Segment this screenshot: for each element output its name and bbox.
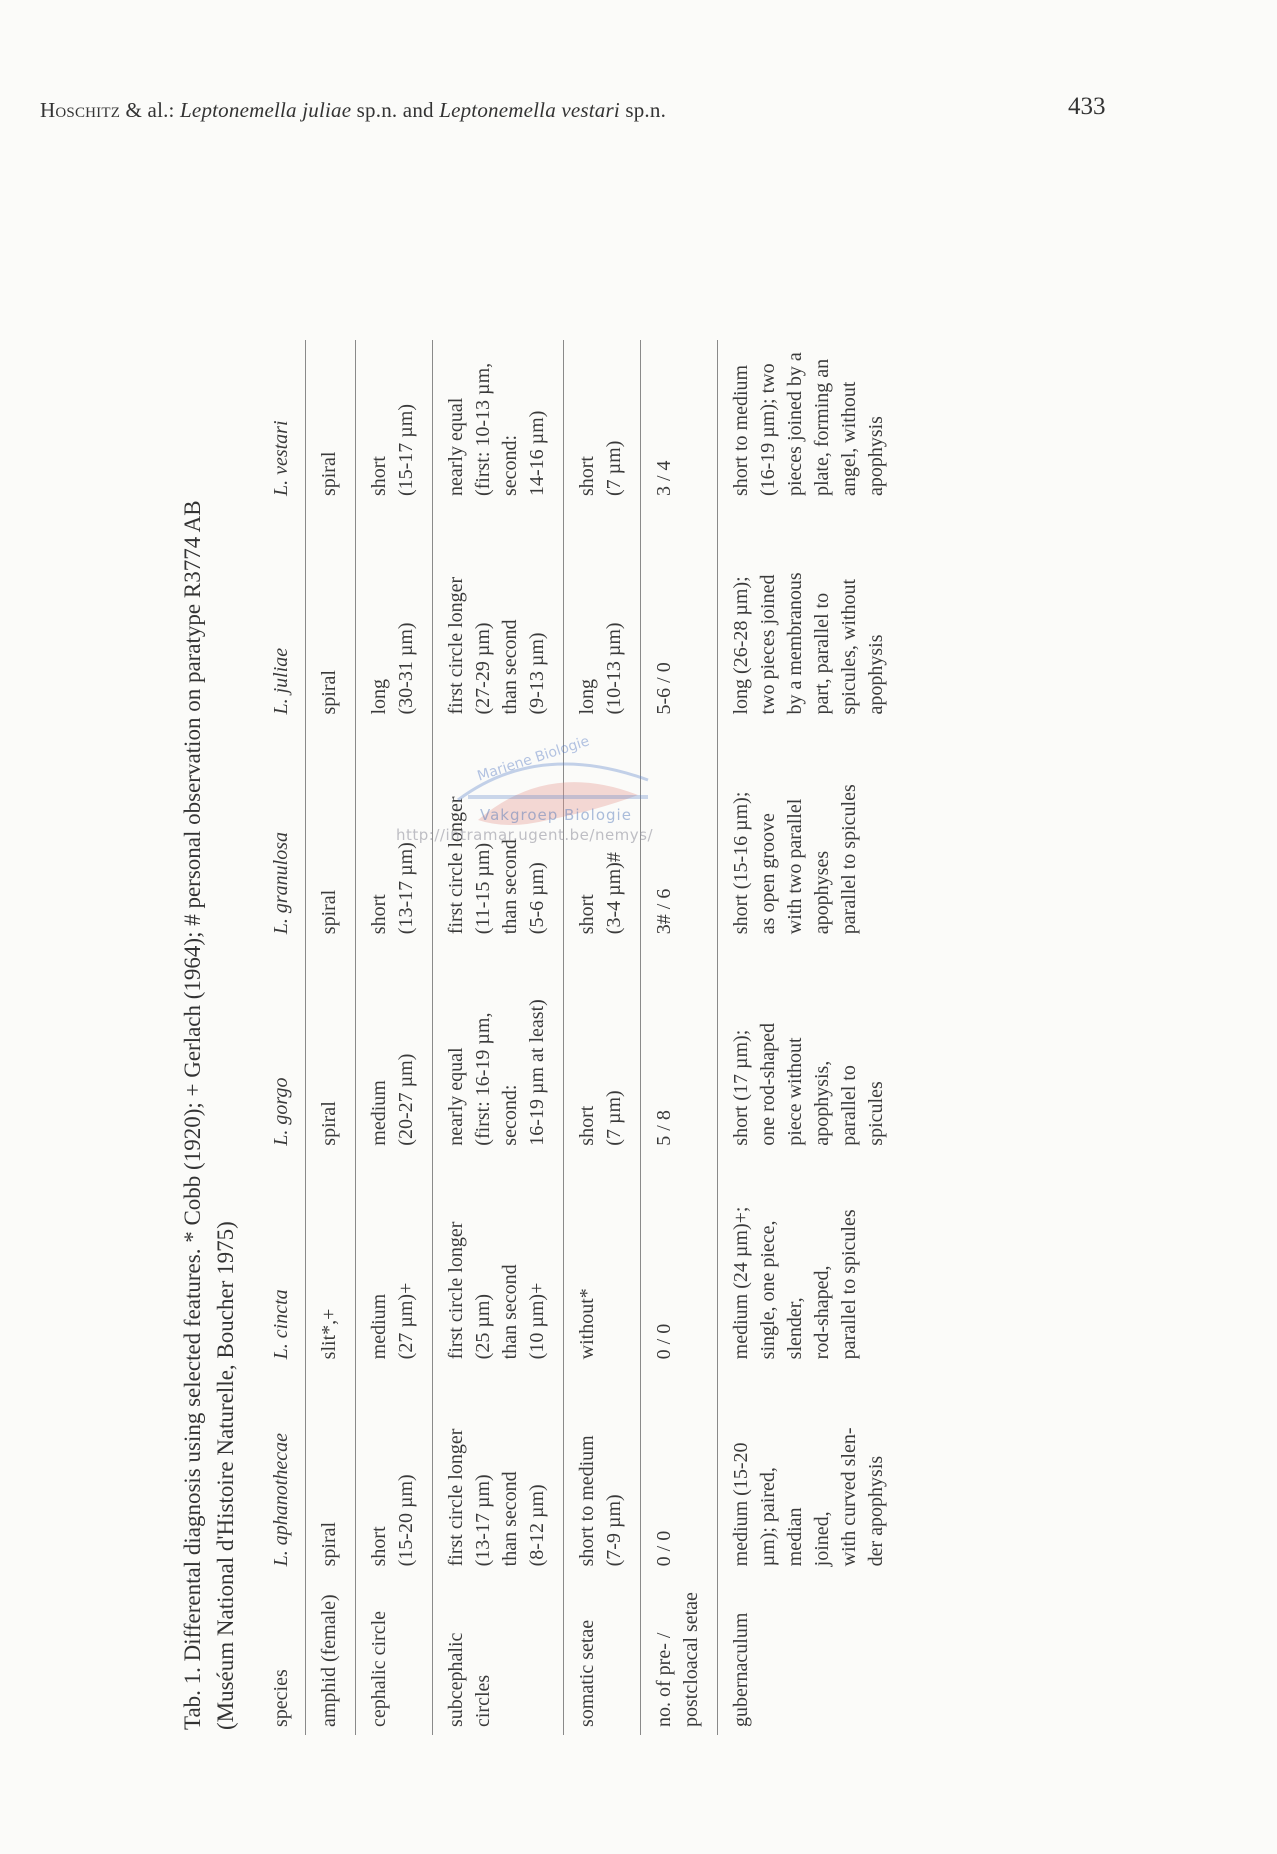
table-row <box>718 340 903 1735</box>
row-label: no. of pre- / postcloacal setae <box>653 1592 702 1727</box>
row-label: somatic setae <box>576 1619 598 1727</box>
watermark-logo <box>398 700 698 870</box>
table-cell: short (15-20 µm) <box>368 1474 417 1567</box>
table-cell: spiral <box>318 670 340 715</box>
table-cell: without* <box>576 1288 598 1360</box>
table-cell: short (7 µm) <box>576 440 625 497</box>
table-cell: medium (20-27 µm) <box>368 1053 417 1146</box>
table-cell: short (7 µm) <box>576 1090 625 1146</box>
diagnosis-table <box>262 340 902 1735</box>
row-label: cephalic circle <box>368 1610 390 1727</box>
rotated-table-block <box>170 352 1170 1755</box>
table-cell: short to medium (7-9 µm) <box>576 1435 625 1567</box>
table-row <box>306 340 356 1735</box>
header-l-juliae: L. juliae <box>270 647 292 715</box>
running-head-connector: sp.n. and <box>351 98 440 122</box>
table-cell: spiral <box>318 889 340 935</box>
header-species: species <box>270 1669 292 1727</box>
table-cell: short to medium (16-19 µm); two pieces joined by a plate, forming an angel, without apophysis <box>730 352 887 497</box>
row-label: subcephalic circles <box>445 1632 494 1727</box>
running-head <box>40 98 666 123</box>
table-cell: 5-6 / 0 <box>653 662 675 715</box>
table-cell: 5 / 8 <box>653 1110 675 1146</box>
header-l-gorgo: L. gorgo <box>270 1077 292 1146</box>
table-cell: 0 / 0 <box>653 1530 675 1567</box>
table-cell: short (17 µm); one rod-shaped piece without apophysis, parallel to spicules <box>730 1022 887 1146</box>
watermark-title: Mariene Biologie <box>475 733 592 785</box>
table-cell: long (30-31 µm) <box>368 622 417 715</box>
table-cell: slit*,+ <box>318 1308 340 1360</box>
watermark-subtitle: Vakgroep Biologie <box>480 806 632 824</box>
table-cell: short (15-16 µm); as open groove with two parallel apophyses parallel to spicules <box>730 784 860 935</box>
running-head-suffix: sp.n. <box>619 98 667 122</box>
table-cell: spiral <box>318 1521 340 1567</box>
caption-line-2: (Muséum National d'Histoire Naturelle, Boucher 1975) <box>213 1221 238 1730</box>
table-header-row <box>262 340 306 1735</box>
table-cell: short (3-4 µm)# <box>576 852 625 935</box>
table-cell: nearly equal (first: 10-13 µm, second: 14-16 µm) <box>445 362 548 497</box>
table-cell: short (13-17 µm) <box>368 842 417 935</box>
table-cell: first circle longer (11-15 µm) than second (5-6 µm) <box>445 796 548 935</box>
table-row <box>433 340 564 1735</box>
table-cell: medium (15-20 µm); paired, median joined, with curved slen- der apophysis <box>730 1427 887 1567</box>
table-cell: first circle longer (25 µm) than second (10 µm)+ <box>445 1221 548 1360</box>
table-cell: spiral <box>318 1101 340 1146</box>
table-row <box>641 340 718 1735</box>
row-label: gubernaculum <box>730 1612 752 1727</box>
table-cell: short (15-17 µm) <box>368 403 417 497</box>
running-head-etal: & al.: <box>120 98 181 122</box>
table-cell: spiral <box>318 451 340 497</box>
page-number: 433 <box>1068 93 1106 120</box>
caption-line-1: Tab. 1. Differental diagnosis using selected features. * Cobb (1920); + Gerlach (1964); # personal observation on paratype R3774 AB <box>180 500 205 1730</box>
running-head-species-2: Leptonemella vestari <box>439 98 620 122</box>
table-cell: 3# / 6 <box>653 888 675 935</box>
table-row <box>564 340 641 1735</box>
running-head-species-1: Leptonemella juliae <box>180 98 352 122</box>
table-row <box>356 340 433 1735</box>
table-cell: medium (27 µm)+ <box>368 1282 417 1360</box>
header-l-aphanothecae: L. aphanothecae <box>270 1433 292 1567</box>
table-cell: first circle longer (27-29 µm) than second (9-13 µm) <box>445 576 548 715</box>
row-label: amphid (female) <box>318 1594 340 1727</box>
table-caption <box>176 340 242 1730</box>
table-cell: medium (24 µm)+; single, one piece, slender, rod-shaped, parallel to spicules <box>730 1206 860 1360</box>
table-cell: nearly equal (first: 16-19 µm, second: 16-19 µm at least) <box>445 999 548 1146</box>
table-cell: 3 / 4 <box>653 460 675 497</box>
header-l-vestari: L. vestari <box>270 420 292 497</box>
table-cell: 0 / 0 <box>653 1323 675 1360</box>
header-l-cincta: L. cincta <box>270 1289 292 1360</box>
table-cell: long (10-13 µm) <box>576 622 625 715</box>
running-head-author: Hoschitz <box>40 98 121 122</box>
header-l-granulosa: L. granulosa <box>270 831 292 935</box>
table-cell: long (26-28 µm); two pieces joined by a membranous part, parallel to spicules, without apophysis <box>730 572 887 715</box>
watermark-url: http://intramar.ugent.be/nemys/ <box>396 826 654 844</box>
table-cell: first circle longer (13-17 µm) than second (8-12 µm) <box>445 1428 548 1567</box>
